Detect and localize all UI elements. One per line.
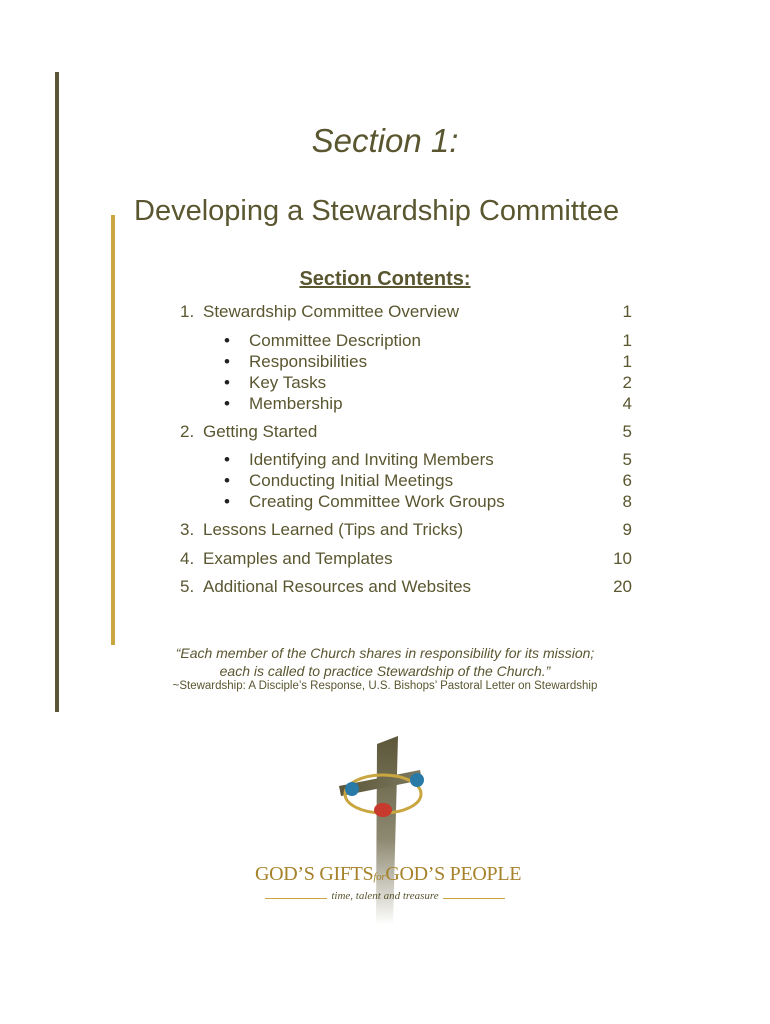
quote-line-2: each is called to practice Stewardship of the Church.” — [219, 663, 551, 679]
toc-subitem-label: Responsibilities — [249, 352, 368, 371]
toc-item-number: 1. — [180, 302, 195, 321]
section-heading: Section 1: — [311, 122, 459, 159]
toc-subitem-label: Key Tasks — [249, 373, 327, 392]
bullet-icon: • — [224, 352, 230, 371]
bullet-icon: • — [224, 394, 230, 413]
toc-subitem-page: 5 — [622, 450, 632, 469]
toc-item-page: 9 — [622, 520, 632, 539]
logo — [255, 730, 522, 925]
toc-subitem-label: Conducting Initial Meetings — [249, 471, 454, 490]
toc-item-number: 5. — [180, 577, 195, 596]
toc-subitem-label: Committee Description — [249, 331, 421, 350]
toc-subitem-page: 8 — [622, 492, 632, 511]
left-margin-rule — [55, 72, 59, 712]
quote — [0, 644, 770, 680]
bullet-icon: • — [224, 492, 230, 511]
toc-item-page: 10 — [613, 549, 632, 568]
logo-part-2: for — [373, 871, 386, 883]
contents-heading: Section Contents: — [299, 268, 471, 290]
toc-subitem-page: 1 — [622, 331, 632, 350]
toc-item-label: Getting Started — [203, 422, 318, 441]
bullet-icon: • — [224, 373, 230, 392]
toc-item-page: 1 — [622, 302, 632, 321]
logo-wordmark — [255, 863, 522, 886]
toc-item-label: Examples and Templates — [203, 549, 393, 568]
toc-item-page: 20 — [613, 577, 632, 596]
toc-subitem-label: Identifying and Inviting Members — [249, 450, 494, 469]
quote-attribution: ~Stewardship: A Disciple’s Response, U.S. Bishops’ Pastoral Letter on Stewardship — [172, 680, 598, 692]
toc-subitem-label: Creating Committee Work Groups — [249, 492, 505, 511]
toc-subitem-page: 6 — [622, 471, 632, 490]
toc-item-label: Stewardship Committee Overview — [203, 302, 460, 321]
toc-item-label: Lessons Learned (Tips and Tricks) — [203, 520, 464, 539]
logo-part-1: GOD’S GIFTS — [255, 863, 374, 885]
bullet-icon: • — [224, 471, 230, 490]
bullet-icon: • — [224, 331, 230, 350]
toc-subitem-label: Membership — [249, 394, 343, 413]
toc-item-number: 2. — [180, 422, 195, 441]
toc-subitem-page: 1 — [622, 352, 632, 371]
toc-item-number: 3. — [180, 520, 195, 539]
bullet-icon: • — [224, 450, 230, 469]
toc-item-number: 4. — [180, 549, 195, 568]
toc-subitem-page: 2 — [622, 373, 632, 392]
toc-item-page: 5 — [622, 422, 632, 441]
logo-part-3: GOD’S PEOPLE — [385, 863, 522, 885]
logo-tagline: time, talent and treasure — [331, 890, 439, 902]
toc-item-label: Additional Resources and Websites — [203, 577, 472, 596]
quote-line-1: “Each member of the Church shares in responsibility for its mission; — [175, 645, 595, 661]
toc-subitem-page: 4 — [622, 394, 632, 413]
page-title: Developing a Stewardship Committee — [134, 195, 620, 227]
